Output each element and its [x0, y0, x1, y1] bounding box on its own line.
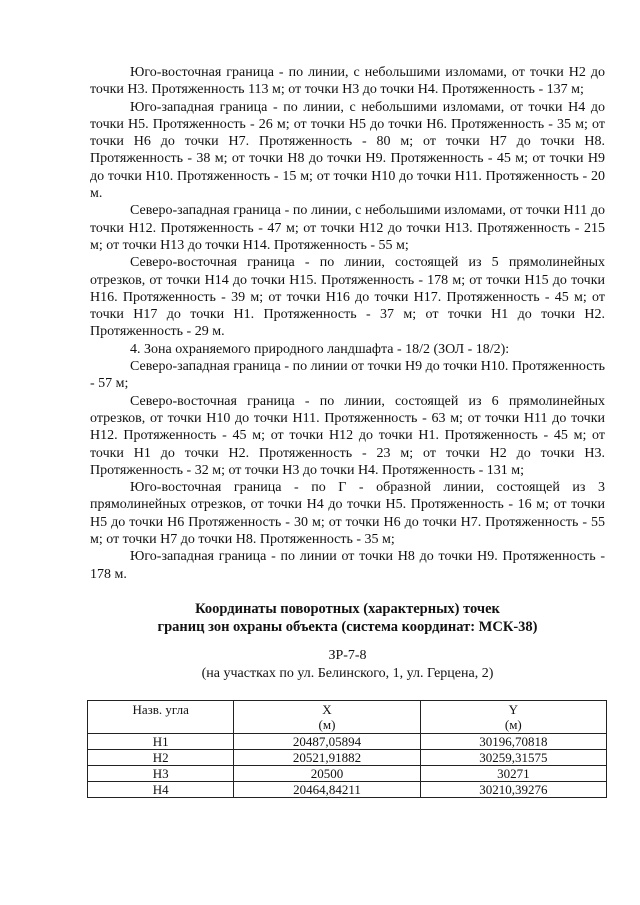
cell-y: 30271 [420, 765, 606, 781]
cell-point-name: Н3 [88, 765, 234, 781]
cell-point-name: Н1 [88, 733, 234, 749]
header-corner-name [88, 700, 234, 733]
document-page [90, 64, 605, 798]
paragraph-zol-northwest-boundary: Северо-западная граница - по линии от точки Н9 до точки Н10. Протяженность - 57 м; [90, 359, 605, 392]
header-x-label: X [322, 701, 332, 717]
table-row [88, 733, 607, 749]
coordinates-title-line-2: границ зон охраны объекта (система координат: МСК-38) [157, 618, 538, 635]
coordinates-title-line-1: Координаты поворотных (характерных) точек [195, 600, 500, 617]
table-row [88, 781, 607, 797]
table-header-row [88, 700, 607, 733]
header-x-unit: (м) [318, 716, 336, 732]
paragraph-northwest-boundary: Северо-западная граница - по линии, с небольшими изломами, от точки Н11 до точки Н12. Протяженность - 47 м; от точки Н12 до точки Н13. Протяженность - 215 м; от точки Н13 до точки Н14. Протяженность - 55 м; [90, 203, 605, 253]
section-heading-zone-zol-18-2: 4. Зона охраняемого природного ландшафта - 18/2 (ЗОЛ - 18/2): [130, 341, 510, 357]
cell-x: 20500 [234, 765, 420, 781]
cell-y: 30210,39276 [420, 781, 606, 797]
header-x [234, 700, 420, 733]
table-row [88, 765, 607, 781]
cell-x: 20487,05894 [234, 733, 420, 749]
paragraph-southeast-boundary: Юго-восточная граница - по линии, с небольшими изломами, от точки Н2 до точки Н3. Протяженность 113 м; от точки Н3 до точки Н4. Протяженность - 137 м; [90, 65, 605, 98]
zone-location: (на участках по ул. Белинского, 1, ул. Герцена, 2) [201, 665, 494, 681]
paragraph-zol-northeast-boundary: Северо-восточная граница - по линии, состоящей из 6 прямолинейных отрезков, от точки Н10 до точки Н11. Протяженность - 63 м; от точки Н11 до точки Н12. Протяженность - 45 м; от точки Н12 до точки Н1. Протяженность - 45 м; от точки Н1 до точки Н2. Протяженность - 23 м; от точки Н2 до точки Н3. Протяженность - 32 м; от точки Н3 до точки Н4. Протяженность - 131 м; [90, 393, 605, 478]
paragraph-northeast-boundary: Северо-восточная граница - по линии, состоящей из 5 прямолинейных отрезков, от точки Н14 до точки Н15. Протяженность - 178 м; от точки Н15 до точки Н16. Протяженность - 39 м; от точки Н16 до точки Н17. Протяженность - 45 м; от точки Н17 до точки Н1. Протяженность - 37 м; от точки Н1 до точки Н2. Протяженность - 29 м. [90, 255, 605, 340]
paragraph-zol-southeast-boundary: Юго-восточная граница - по Г - образной линии, состоящей из 3 прямолинейных отрезков, от точки Н4 до точки Н5. Протяженность - 16 м; от точки Н5 до точки Н6 Протяженность - 30 м; от точки Н6 до точки Н7. Протяженность - 55 м; от точки Н7 до точки Н8. Протяженность - 35 м; [90, 480, 605, 548]
header-y-unit: (м) [504, 716, 522, 732]
coordinates-table [87, 700, 607, 798]
cell-x: 20464,84211 [234, 781, 420, 797]
cell-point-name: Н2 [88, 749, 234, 765]
cell-point-name: Н4 [88, 781, 234, 797]
table-row [88, 749, 607, 765]
paragraph-zol-southwest-boundary: Юго-западная граница - по линии от точки Н8 до точки Н9. Протяженность - 178 м. [90, 549, 605, 582]
header-y [420, 700, 606, 733]
header-corner-name-label: Назв. угла [132, 701, 189, 717]
coordinates-title [90, 600, 605, 636]
zone-code: ЗР-7-8 [328, 647, 367, 663]
cell-x: 20521,91882 [234, 749, 420, 765]
cell-y: 30259,31575 [420, 749, 606, 765]
cell-y: 30196,70818 [420, 733, 606, 749]
header-y-label: Y [508, 701, 519, 717]
paragraph-southwest-boundary: Юго-западная граница - по линии, с небольшими изломами, от точки Н4 до точки Н5. Протяженность - 26 м; от точки Н5 до точки Н6. Протяженность - 35 м; от точки Н6 до точки Н7. Протяженность - 80 м; от точки Н7 до точки Н8. Протяженность - 38 м; от точки Н8 до точки Н9. Протяженность - 45 м; от точки Н9 до точки Н10. Протяженность - 15 м; от точки Н10 до точки Н11. Протяженность - 20 м. [90, 99, 605, 202]
